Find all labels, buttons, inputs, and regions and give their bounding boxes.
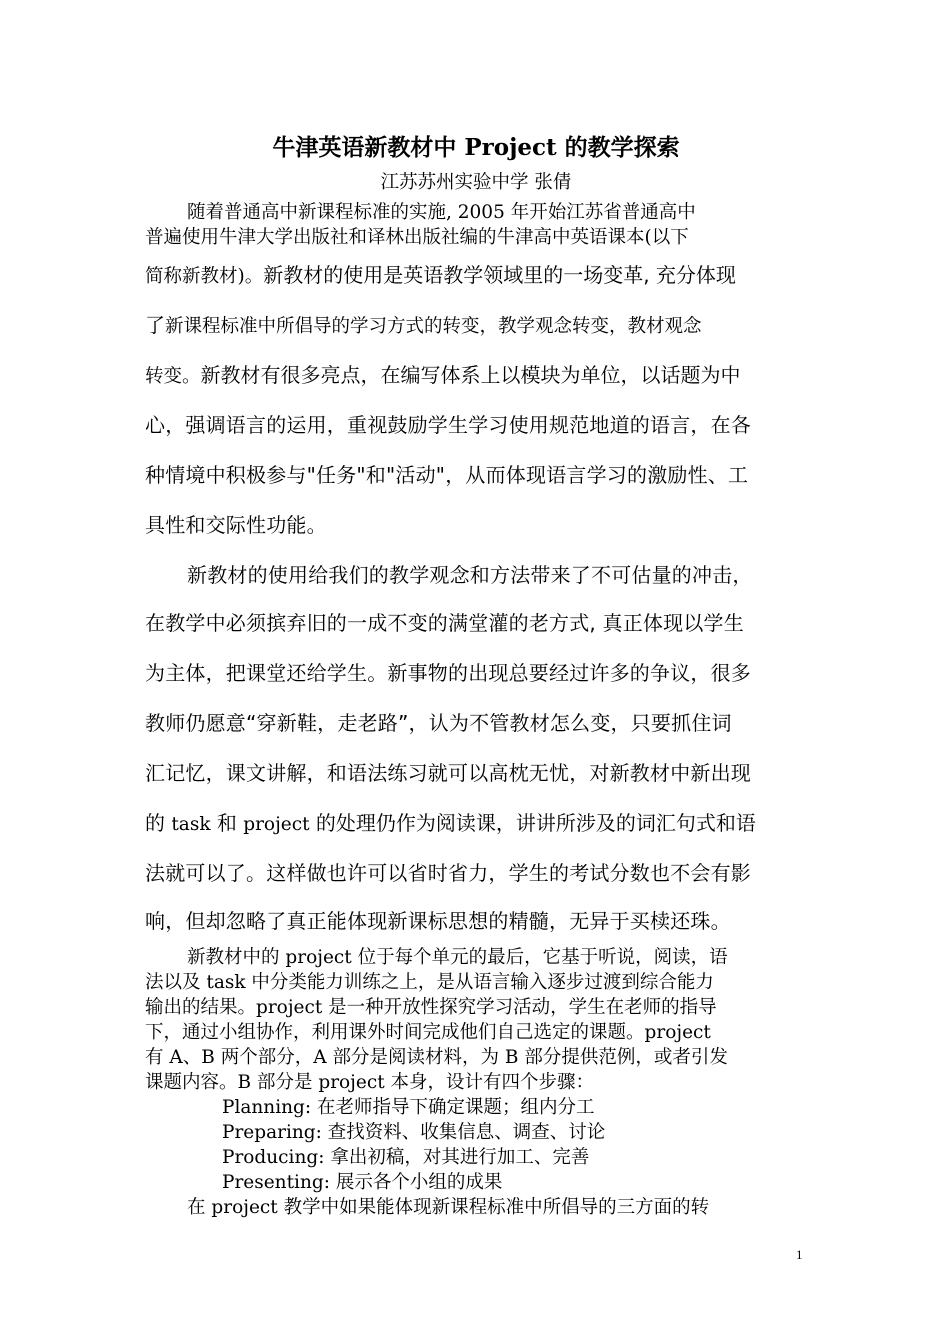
paragraph-1-line-5-part-b: 新教材有很多亮点，在编写体系上以模块为单位，以话题为中 bbox=[200, 363, 741, 387]
paragraph-2-line-8: 响，但却忽略了真正能体现新课标思想的精髓，无异于买椟还珠。 bbox=[145, 909, 731, 933]
paragraph-1-line-3-part-a: 简称新教材)。 bbox=[145, 266, 264, 287]
paragraph-2-line-4: 教师仍愿意“穿新鞋，走老路”，认为不管教材怎么变，只要抓住词 bbox=[145, 711, 732, 735]
paragraph-3-line-2: 法以及 task 中分类能力训练之上，是从语言输入逐步过渡到综合能力 bbox=[145, 972, 714, 993]
paragraph-1-line-4-part-a: 了 bbox=[145, 313, 165, 337]
paragraph-4-line-1: 在 project 教学中如果能体现新课程标准中所倡导的三方面的转 bbox=[187, 1197, 710, 1218]
paragraph-1-line-3-part-b: 新教材的使用是英语教学领域里的一场变革, 充分体现 bbox=[263, 263, 736, 287]
paragraph-1-line-6: 心，强调语言的运用，重视鼓励学生学习使用规范地道的语言，在各 bbox=[145, 413, 751, 437]
paragraph-1-line-1: 随着普通高中新课程标准的实施, 2005 年开始江苏省普通高中 bbox=[187, 202, 696, 223]
page-number: 1 bbox=[796, 1247, 803, 1262]
paragraph-1-line-7: 种情境中积极参与"任务"和"活动"，从而体现语言学习的激励性、工 bbox=[145, 463, 749, 487]
paragraph-2-line-6-part-a: 的 bbox=[145, 811, 172, 835]
step-presenting: Presenting: 展示各个小组的成果 bbox=[222, 1172, 503, 1193]
paragraph-3-line-3: 输出的结果。project 是一种开放性探究学习活动，学生在老师的指导 bbox=[145, 997, 717, 1018]
paragraph-1-line-8: 具性和交际性功能。 bbox=[145, 513, 327, 537]
paragraph-1-line-2: 普遍使用牛津大学出版社和译林出版社编的牛津高中英语课本(以下 bbox=[145, 227, 689, 248]
paragraph-2-line-6-part-e: 的处理仍作为阅读课，讲讲所涉及的词汇句式和语 bbox=[309, 811, 756, 835]
paragraph-3-line-5: 有 A、B 两个部分，A 部分是阅读材料，为 B 部分提供范例，或者引发 bbox=[145, 1047, 728, 1068]
document-title: 牛津英语新教材中 Project 的教学探索 bbox=[272, 134, 680, 161]
paragraph-1-line-3 bbox=[145, 260, 807, 292]
paragraph-3-line-1: 新教材中的 project 位于每个单元的最后，它基于听说，阅读，语 bbox=[187, 947, 728, 968]
paragraph-2-line-7: 法就可以了。这样做也许可以省时省力，学生的考试分数也不会有影 bbox=[145, 861, 751, 885]
paragraph-2-line-6-project: project bbox=[243, 814, 310, 835]
step-producing: Producing: 拿出初稿，对其进行加工、完善 bbox=[222, 1147, 590, 1168]
paragraph-2-line-6-part-c: 和 bbox=[210, 811, 244, 835]
paragraph-2-line-1: 新教材的使用给我们的教学观念和方法带来了不可估量的冲击， bbox=[187, 563, 753, 587]
paragraph-2-line-3: 为主体，把课堂还给学生。新事物的出现总要经过许多的争议，很多 bbox=[145, 661, 751, 685]
step-preparing: Preparing: 查找资料、收集信息、调查、讨论 bbox=[222, 1122, 606, 1143]
paragraph-1-line-5-part-a: 转变。 bbox=[145, 366, 201, 387]
paragraph-1-line-4 bbox=[145, 310, 807, 342]
paragraph-2-line-2: 在教学中必须摈弃旧的一成不变的满堂灌的老方式, 真正体现以学生 bbox=[145, 611, 744, 635]
paragraph-2-line-6-task: task bbox=[171, 814, 211, 835]
paragraph-1-line-4-part-b: 新课程标准中所倡导的学习方式的转变，教学观念转变，教材观念 bbox=[165, 316, 702, 337]
paragraph-2-line-6 bbox=[145, 808, 807, 840]
paragraph-3-line-4: 下，通过小组协作，利用课外时间完成他们自己选定的课题。project bbox=[145, 1022, 711, 1043]
paragraph-1-line-5 bbox=[145, 360, 807, 392]
step-planning: Planning: 在老师指导下确定课题；组内分工 bbox=[222, 1097, 595, 1118]
paragraph-3-line-6: 课题内容。B 部分是 project 本身，设计有四个步骤： bbox=[145, 1072, 595, 1093]
author-line: 江苏苏州实验中学 张倩 bbox=[380, 172, 572, 193]
paragraph-2-line-5: 汇记忆，课文讲解，和语法练习就可以高枕无忧，对新教材中新出现 bbox=[145, 761, 751, 785]
